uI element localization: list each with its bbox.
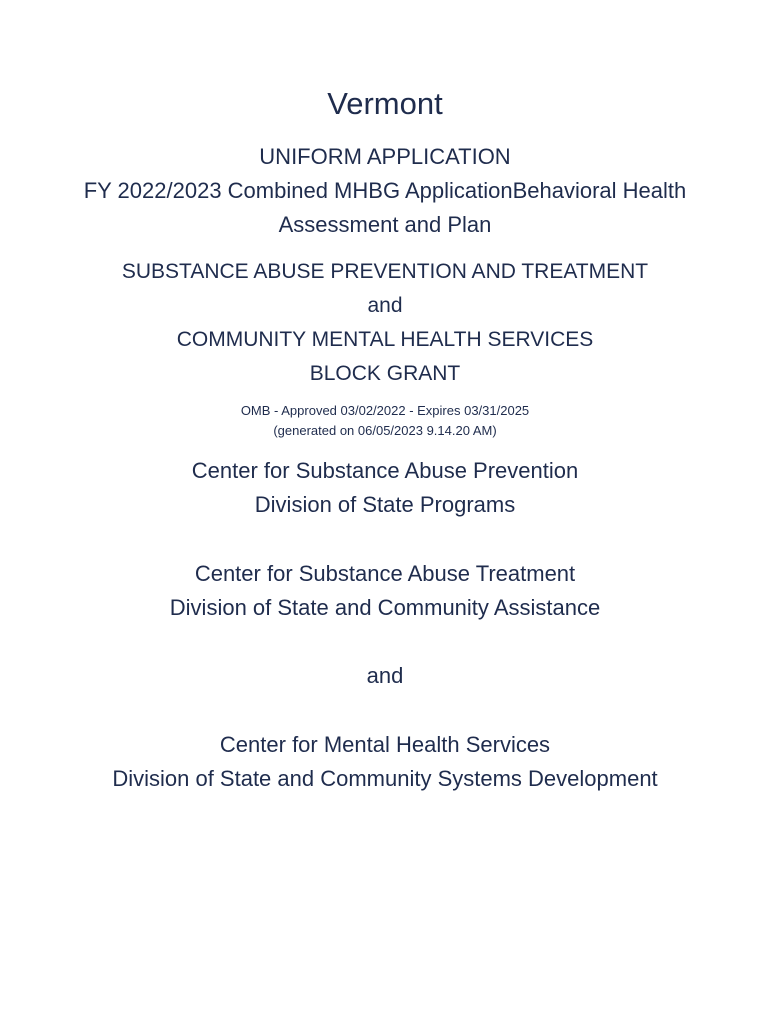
- and-separator: and: [366, 663, 404, 688]
- grant-line-2: and: [367, 294, 403, 317]
- csap-division: Division of State Programs: [254, 492, 516, 517]
- fiscal-year-line: FY 2022/2023 Combined MHBG ApplicationBehavioral Health: [83, 178, 687, 203]
- state-name: Vermont: [327, 86, 443, 121]
- csat-center: Center for Substance Abuse Treatment: [194, 561, 576, 586]
- omb-approval: OMB - Approved 03/02/2022 - Expires 03/31/2025: [240, 403, 530, 418]
- application-title: UNIFORM APPLICATION: [259, 144, 511, 169]
- grant-line-3: COMMUNITY MENTAL HEALTH SERVICES: [176, 328, 594, 351]
- grant-line-1: SUBSTANCE ABUSE PREVENTION AND TREATMENT: [121, 260, 649, 283]
- fiscal-year-line-2: Assessment and Plan: [278, 212, 492, 237]
- cmhs-division: Division of State and Community Systems Development: [112, 766, 658, 791]
- grant-line-4: BLOCK GRANT: [309, 362, 461, 385]
- generated-timestamp: (generated on 06/05/2023 9.14.20 AM): [273, 423, 497, 438]
- cmhs-center: Center for Mental Health Services: [219, 732, 551, 757]
- csap-center: Center for Substance Abuse Prevention: [191, 458, 579, 483]
- csat-division: Division of State and Community Assistance: [169, 595, 601, 620]
